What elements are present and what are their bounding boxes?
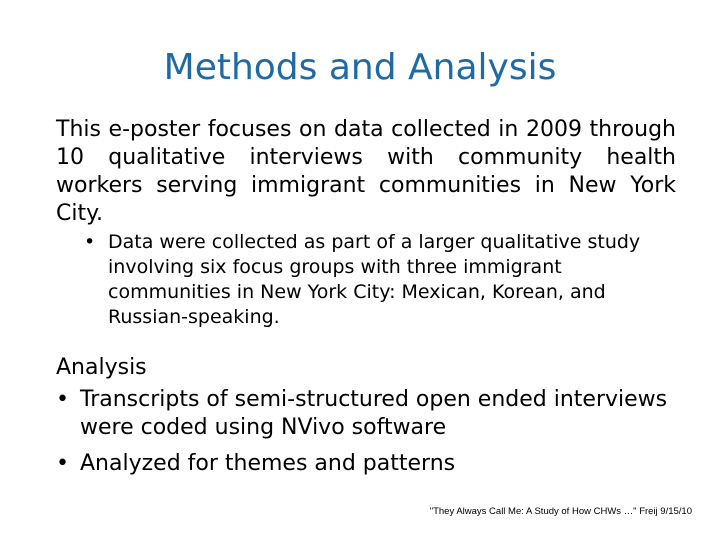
slide-title: Methods and Analysis [163, 47, 557, 88]
sub-bullet-text: Data were collected as part of a larger qualitative study involving six focus groups with three immigrant communities in New York City: Mexican, Korean, and Russian-speaking. [108, 231, 641, 328]
bullet-marker: • [56, 387, 69, 412]
intro-paragraph: This e-poster focuses on data collected in 2009 through 10 qualitative interviews with community health workers serving immigrant communities in New York City. [56, 117, 676, 226]
bullet-marker: • [84, 231, 96, 253]
analysis-bullet-list [56, 386, 676, 486]
analysis-bullet-item [56, 386, 676, 442]
slide-footer-citation: "They Always Call Me: A Study of How CHWs …" Freij 9/15/10 [429, 506, 692, 517]
analysis-bullet-item [56, 450, 676, 478]
bullet-marker: • [56, 451, 69, 476]
analysis-heading: Analysis [56, 355, 147, 380]
analysis-bullet-text: Analyzed for themes and patterns [80, 451, 456, 476]
analysis-bullet-text: Transcripts of semi-structured open ended interviews were coded using NVivo software [80, 387, 668, 440]
sub-bullet-item [84, 230, 668, 330]
